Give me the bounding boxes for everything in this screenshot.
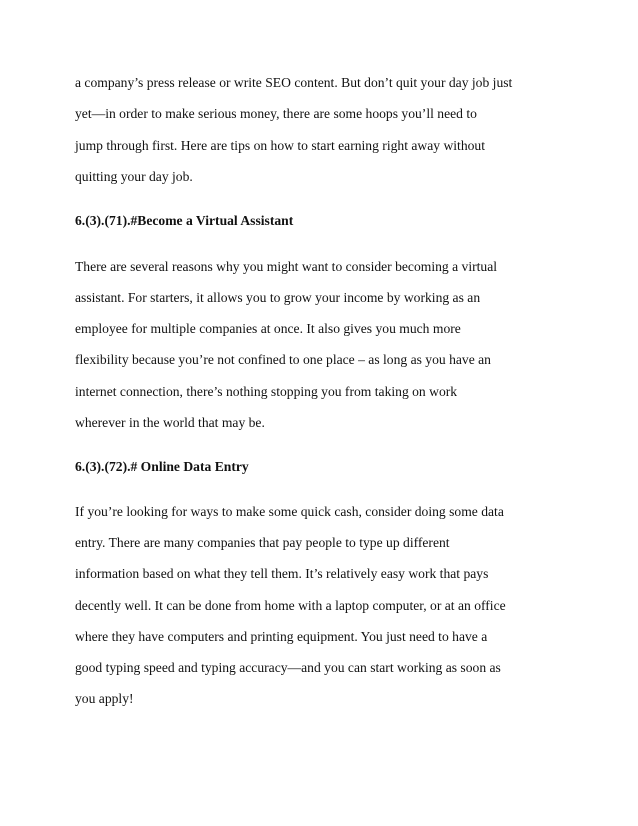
paragraph-line: a company’s press release or write SEO content. But don’t quit your day job just xyxy=(75,75,513,90)
section-heading: 6.(3).(71).#Become a Virtual Assistant xyxy=(75,213,294,228)
paragraph-line: yet—in order to make serious money, there are some hoops you’ll need to xyxy=(75,106,477,121)
paragraph-line: where they have computers and printing equipment. You just need to have a xyxy=(75,629,488,644)
paragraph-line: quitting your day job. xyxy=(75,169,193,184)
paragraph-line: good typing speed and typing accuracy—and you can start working as soon as xyxy=(75,660,501,675)
paragraph-line: There are several reasons why you might want to consider becoming a virtual xyxy=(75,259,498,274)
paragraph-line: entry. There are many companies that pay people to type up different xyxy=(75,535,450,550)
paragraph-line: internet connection, there’s nothing stopping you from taking on work xyxy=(75,384,458,399)
paragraph-line: If you’re looking for ways to make some quick cash, consider doing some data xyxy=(75,504,504,519)
paragraph-line: information based on what they tell them. It’s relatively easy work that pays xyxy=(75,566,489,581)
paragraph-line: jump through first. Here are tips on how to start earning right away without xyxy=(75,138,485,153)
paragraph-line: flexibility because you’re not confined to one place – as long as you have an xyxy=(75,352,491,367)
paragraph-line: assistant. For starters, it allows you to grow your income by working as an xyxy=(75,290,481,305)
paragraph-line: employee for multiple companies at once. It also gives you much more xyxy=(75,321,461,336)
section-heading: 6.(3).(72).# Online Data Entry xyxy=(75,459,249,474)
paragraph-line: wherever in the world that may be. xyxy=(75,415,265,430)
paragraph-line: decently well. It can be done from home with a laptop computer, or at an office xyxy=(75,598,506,613)
paragraph-line: you apply! xyxy=(75,691,134,706)
